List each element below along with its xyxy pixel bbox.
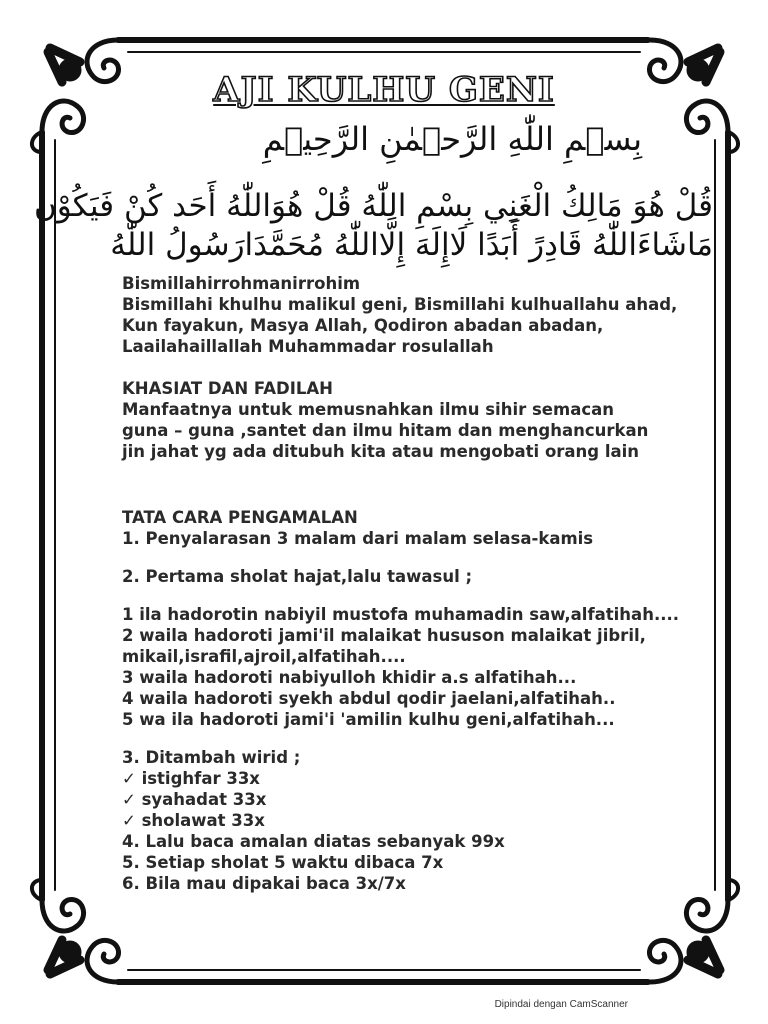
corner-ornament-bottom-left	[42, 899, 119, 982]
corner-ornament-bottom-right	[649, 899, 728, 982]
arabic-basmalah: بِسۡمِ اللّٰهِ الرَّحۡمٰنِ الرَّحِيۡمِ	[262, 120, 642, 158]
spacer	[122, 730, 679, 747]
page-title: AJI KULHU GENI	[213, 70, 555, 110]
khasiat-line: guna – guna ,santet dan ilmu hitam dan menghancurkan	[122, 421, 649, 440]
recitation-line: Laailahaillallah Muhammadar rosulallah	[122, 337, 494, 356]
tata-cara-heading: TATA CARA PENGAMALAN	[122, 508, 358, 527]
tawasul-item: 5 wa ila hadoroti jami'i 'amilin kulhu geni,alfatihah...	[122, 710, 615, 729]
tata-cara-section	[122, 507, 679, 894]
scanner-footer: Dipindai dengan CamScanner	[494, 999, 628, 1010]
recitation-line: Bismillahirrohmanirrohim	[122, 274, 361, 293]
wirid-item: ✓ istighfar 33x	[122, 769, 260, 788]
tawasul-item: 4 waila hadoroti syekh abdul qodir jaelani,alfatihah..	[122, 689, 616, 708]
step-5: 5. Setiap sholat 5 waktu dibaca 7x	[122, 853, 444, 872]
recitation-line: Kun fayakun, Masya Allah, Qodiron abadan abadan,	[122, 316, 604, 335]
step-6: 6. Bila mau dipakai baca 3x/7x	[122, 874, 406, 893]
tawasul-item: 2 waila hadoroti jami'il malaikat hususon malaikat jibril,	[122, 626, 646, 645]
wirid-item: ✓ syahadat 33x	[122, 790, 267, 809]
spacer	[122, 587, 679, 604]
wirid-item: ✓ sholawat 33x	[122, 811, 265, 830]
recitation-block	[122, 273, 677, 357]
step-4: 4. Lalu baca amalan diatas sebanyak 99x	[122, 832, 505, 851]
khasiat-section	[122, 378, 648, 462]
tawasul-item: 1 ila hadorotin nabiyil mustofa muhamadin saw,alfatihah....	[122, 605, 680, 624]
arabic-verse-line-1: قُلْ هُوَ مَالِكُ الْغَنِي بِسْمِ اللّٰهُ قُلْ هُوَاللّٰهُ أَحَد كُنْ فَيَكُوْن	[34, 188, 713, 224]
spacer	[122, 549, 679, 566]
tawasul-item: mikail,israfil,ajroil,alfatihah....	[122, 647, 406, 666]
khasiat-line: jin jahat yg ada ditubuh kita atau mengobati orang lain	[122, 442, 640, 461]
tawasul-item: 3 waila hadoroti nabiyulloh khidir a.s alfatihah...	[122, 668, 577, 687]
recitation-line: Bismillahi khulhu malikul geni, Bismillahi kulhuallahu ahad,	[122, 295, 678, 314]
step-1: 1. Penyalarasan 3 malam dari malam selasa-kamis	[122, 529, 594, 548]
step-2: 2. Pertama sholat hajat,lalu tawasul ;	[122, 567, 473, 586]
arabic-verse-line-2: مَاشَاءَاللّٰهُ قَادِرً أَبَدًا لَاإِلَهَ إِلَّااللّٰهُ مُحَمَّدَارَسُولُ اللّٰهُ	[110, 227, 713, 263]
khasiat-line: Manfaatnya untuk memusnahkan ilmu sihir semacan	[122, 400, 614, 419]
step-3: 3. Ditambah wirid ;	[122, 748, 301, 767]
khasiat-heading: KHASIAT DAN FADILAH	[122, 379, 333, 398]
